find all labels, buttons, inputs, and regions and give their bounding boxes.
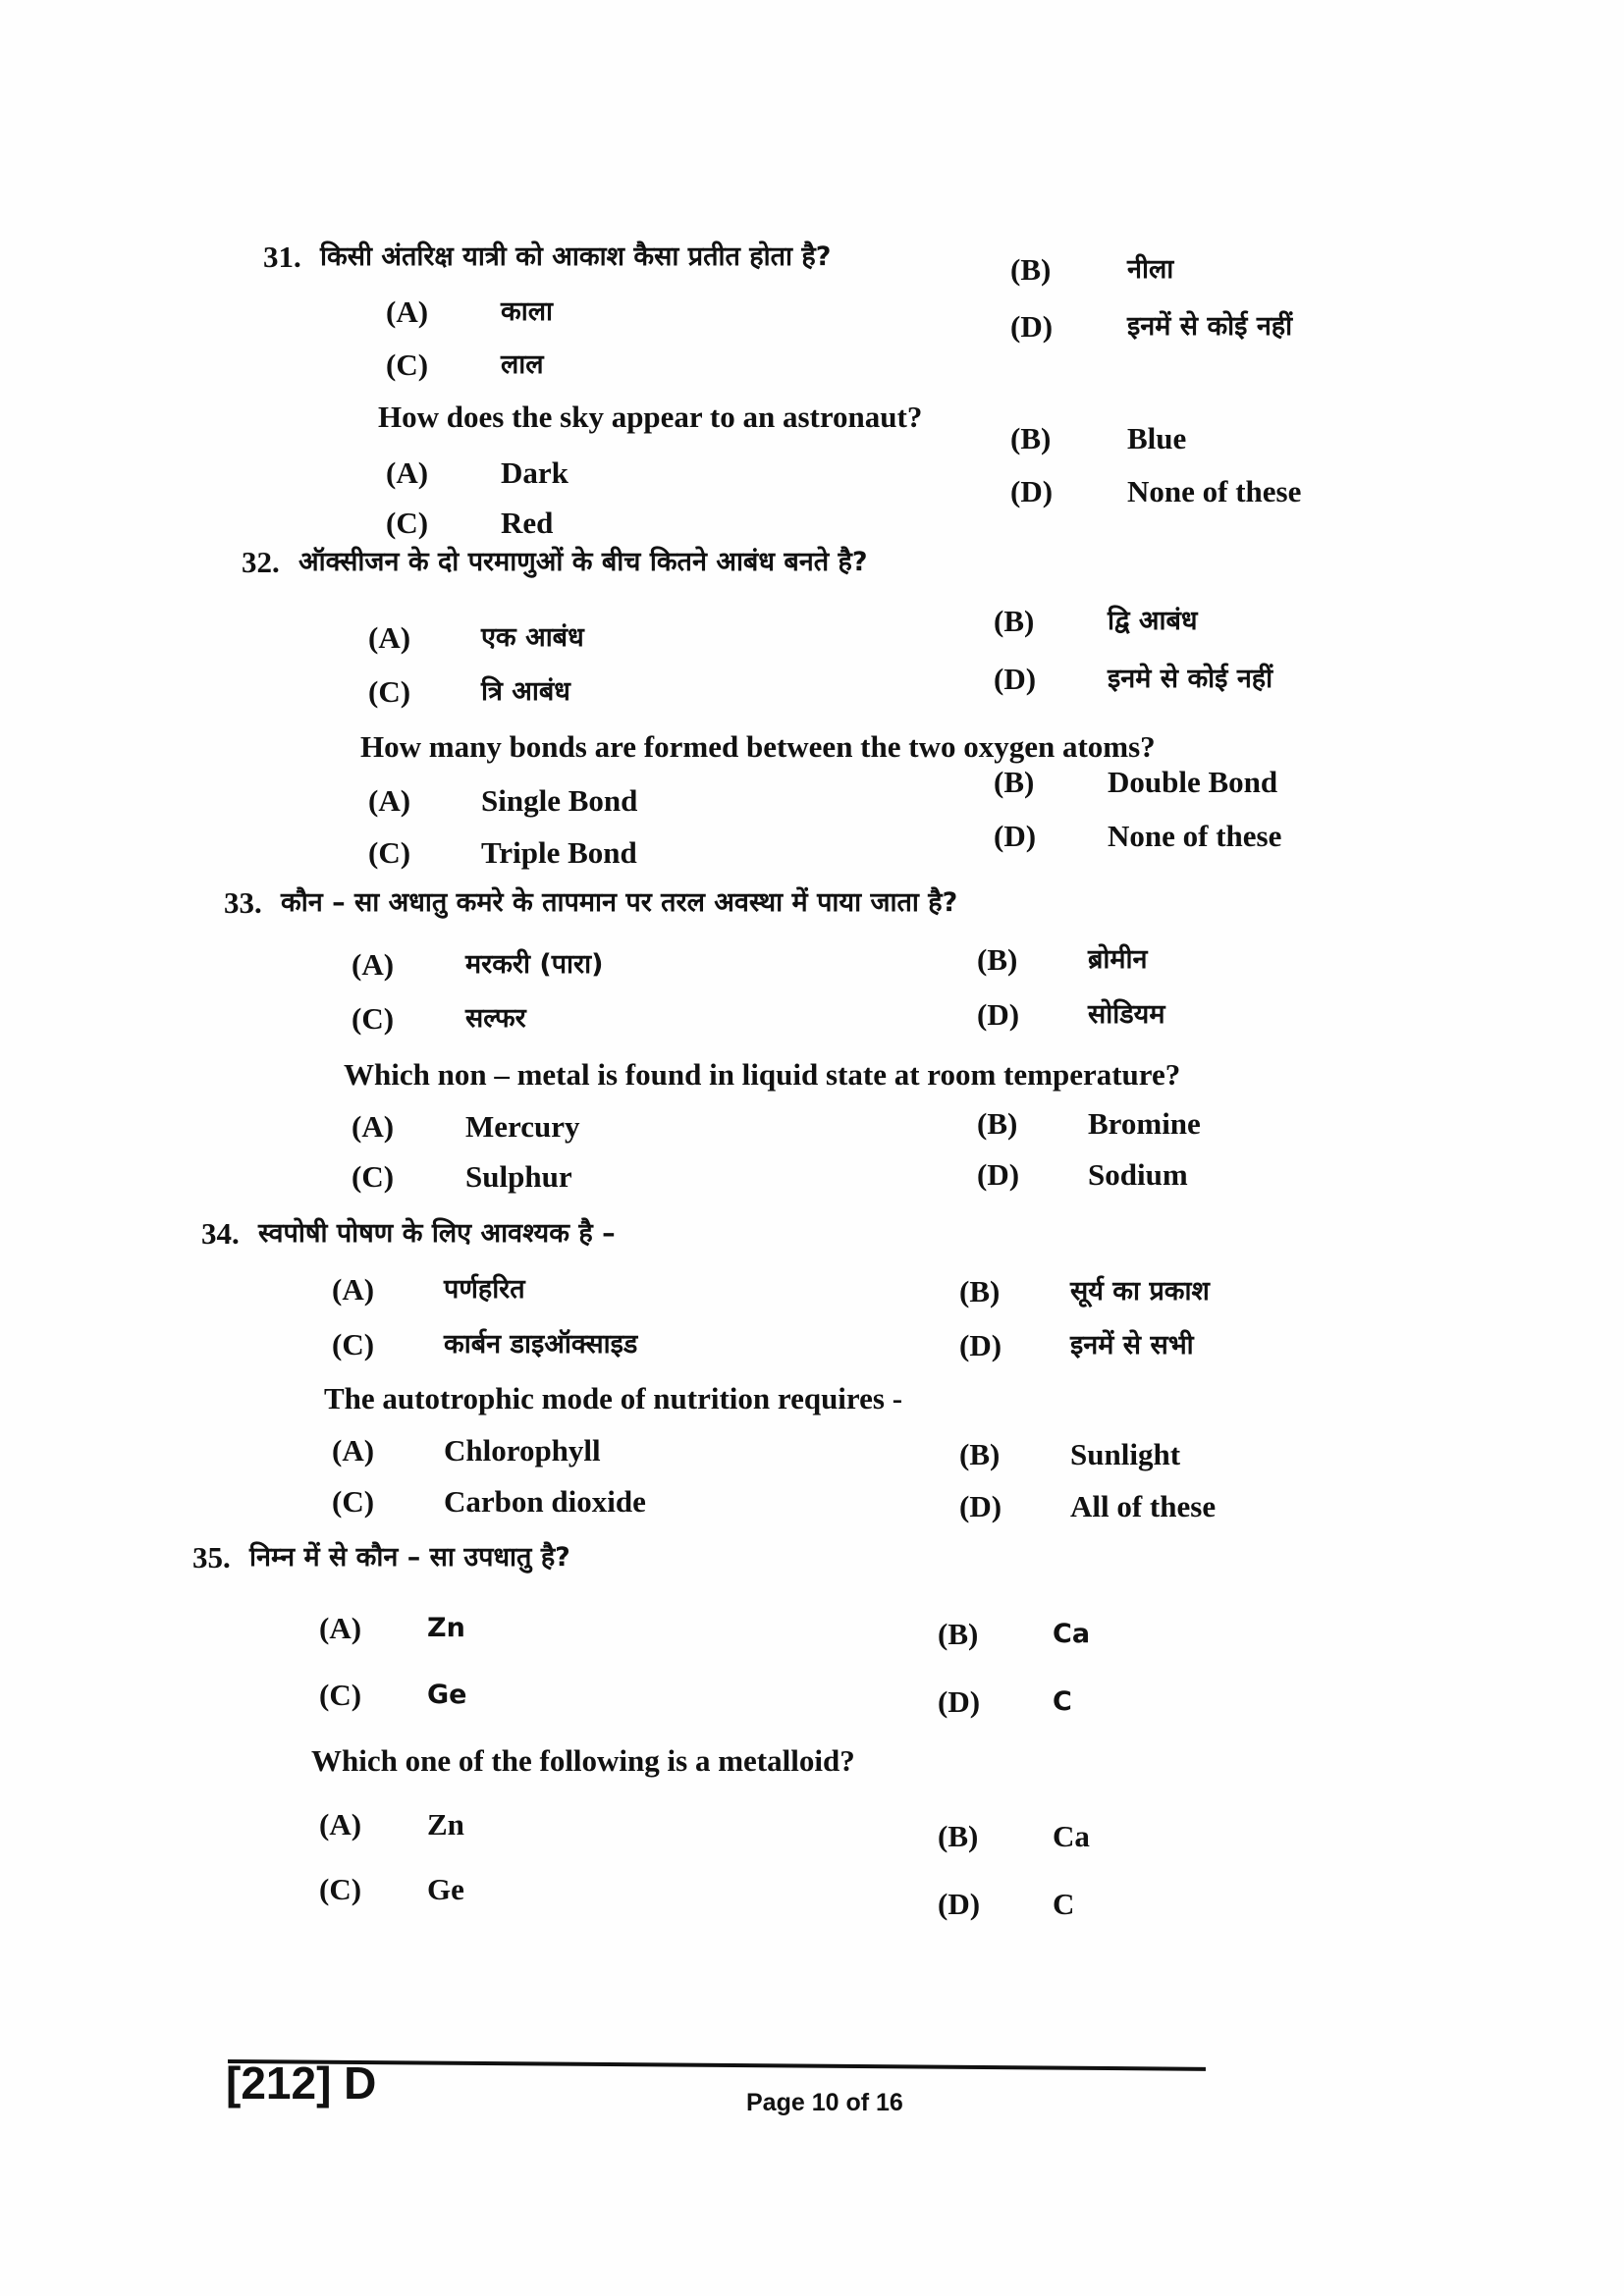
option-text-english: Sunlight [1070, 1437, 1181, 1471]
question-number: 35. [192, 1540, 231, 1575]
question-text-hindi: किसी अंतरिक्ष यात्री को आकाश कैसा प्रतीत होता है? [320, 241, 832, 272]
option-label: (B) [938, 1617, 979, 1651]
option-label: (A) [386, 455, 429, 490]
option-label: (B) [959, 1274, 1001, 1308]
option-label: (A) [319, 1807, 362, 1842]
option-label: (D) [938, 1887, 981, 1921]
option-label: (D) [938, 1684, 981, 1719]
question-text-english: How does the sky appear to an astronaut? [378, 400, 923, 434]
option-text-hindi: काला [501, 296, 554, 327]
question-number: 32. [242, 545, 280, 579]
question-text-hindi: कौन – सा अधातु कमरे के तापमान पर तरल अवस्था में पाया जाता है? [281, 887, 958, 918]
option-label: (B) [994, 765, 1035, 799]
option-label: (D) [1010, 474, 1054, 508]
option-label: (A) [332, 1272, 375, 1307]
option-label: (A) [352, 1109, 395, 1144]
question-text-english: Which one of the following is a metalloid? [311, 1743, 855, 1778]
option-label: (C) [332, 1484, 375, 1519]
option-label: (D) [959, 1328, 1002, 1362]
option-text-english: Double Bond [1108, 765, 1278, 799]
option-label: (C) [319, 1678, 362, 1712]
option-label: (B) [959, 1437, 1001, 1471]
option-text-english: Ca [1053, 1819, 1090, 1853]
option-text-hindi: पर्णहरित [444, 1274, 525, 1305]
option-text-english: C [1053, 1887, 1075, 1921]
option-label: (C) [332, 1327, 375, 1362]
option-text-english: None of these [1108, 819, 1282, 853]
option-text-hindi: नीला [1127, 254, 1174, 285]
option-label: (D) [1010, 309, 1054, 344]
option-text-english: Sodium [1088, 1157, 1188, 1192]
option-text-hindi: सोडियम [1088, 999, 1165, 1030]
page-number: Page 10 of 16 [746, 2089, 903, 2116]
question-number: 31. [263, 240, 301, 274]
paper-code: [212] D [226, 2057, 377, 2109]
option-label: (B) [938, 1819, 979, 1853]
option-text-hindi: कार्बन डाइऑक्साइड [444, 1329, 638, 1360]
option-text-hindi: मरकरी (पारा) [465, 949, 604, 980]
option-label: (B) [1010, 421, 1052, 455]
option-label: (C) [386, 506, 429, 540]
option-text-hindi: एक आबंध [481, 622, 584, 653]
option-text-hindi: लाल [501, 349, 544, 380]
option-label: (D) [977, 997, 1020, 1032]
question-text-hindi: स्वपोषी पोषण के लिए आवश्यक है – [258, 1218, 616, 1249]
option-text-hindi: इनमे से कोई नहीं [1108, 664, 1273, 694]
option-label: (B) [994, 604, 1035, 638]
option-label: (C) [352, 1159, 395, 1194]
option-text-hindi: ब्रोमीन [1088, 944, 1148, 975]
question-number: 33. [224, 885, 262, 920]
option-text-hindi: त्रि आबंध [481, 676, 570, 707]
option-label: (B) [977, 1106, 1018, 1141]
option-text-hindi: सल्फर [465, 1003, 526, 1034]
option-text-hindi: Zn [427, 1613, 465, 1643]
option-label: (C) [368, 674, 411, 709]
option-text-hindi: द्वि आबंध [1108, 606, 1198, 636]
option-text-english: Sulphur [465, 1159, 572, 1194]
option-text-english: None of these [1127, 474, 1302, 508]
option-text-english: Red [501, 506, 554, 540]
option-label: (C) [386, 347, 429, 382]
option-label: (C) [319, 1872, 362, 1906]
option-label: (A) [352, 947, 395, 982]
option-label: (D) [994, 819, 1037, 853]
option-text-english: Mercury [465, 1109, 580, 1144]
option-text-hindi: सूर्य का प्रकाश [1070, 1276, 1210, 1307]
option-text-english: All of these [1070, 1489, 1217, 1523]
option-text-english: Bromine [1088, 1106, 1201, 1141]
option-text-english: Carbon dioxide [444, 1484, 646, 1519]
option-text-hindi: Ca [1053, 1619, 1091, 1649]
option-label: (A) [332, 1433, 375, 1468]
option-label: (A) [386, 294, 429, 329]
option-label: (A) [319, 1611, 362, 1645]
option-label: (B) [977, 942, 1018, 977]
option-text-english: Ge [427, 1872, 464, 1906]
option-text-hindi: इनमें से कोई नहीं [1127, 311, 1293, 342]
option-text-hindi: इनमें से सभी [1070, 1330, 1194, 1361]
question-text-english: The autotrophic mode of nutrition requires - [324, 1381, 903, 1415]
question-number: 34. [201, 1216, 240, 1251]
option-label: (B) [1010, 252, 1052, 287]
option-text-english: Dark [501, 455, 568, 490]
option-text-english: Zn [427, 1807, 464, 1842]
option-text-english: Blue [1127, 421, 1187, 455]
option-label: (D) [994, 662, 1037, 696]
question-text-hindi: ऑक्सीजन के दो परमाणुओं के बीच कितने आबंध बनते है? [298, 547, 868, 577]
option-label: (A) [368, 783, 411, 818]
option-label: (A) [368, 620, 411, 655]
question-text-hindi: निम्न में से कौन – सा उपधातु है? [249, 1542, 570, 1573]
option-label: (D) [977, 1157, 1020, 1192]
question-text-english: Which non – metal is found in liquid state at room temperature? [344, 1057, 1181, 1092]
option-label: (C) [368, 835, 411, 870]
option-text-english: Triple Bond [481, 835, 637, 870]
option-label: (C) [352, 1001, 395, 1036]
option-text-english: Chlorophyll [444, 1433, 601, 1468]
option-text-hindi: Ge [427, 1680, 467, 1710]
question-text-english: How many bonds are formed between the two oxygen atoms? [360, 729, 1156, 764]
option-text-hindi: C [1053, 1686, 1072, 1717]
option-label: (D) [959, 1489, 1002, 1523]
option-text-english: Single Bond [481, 783, 638, 818]
